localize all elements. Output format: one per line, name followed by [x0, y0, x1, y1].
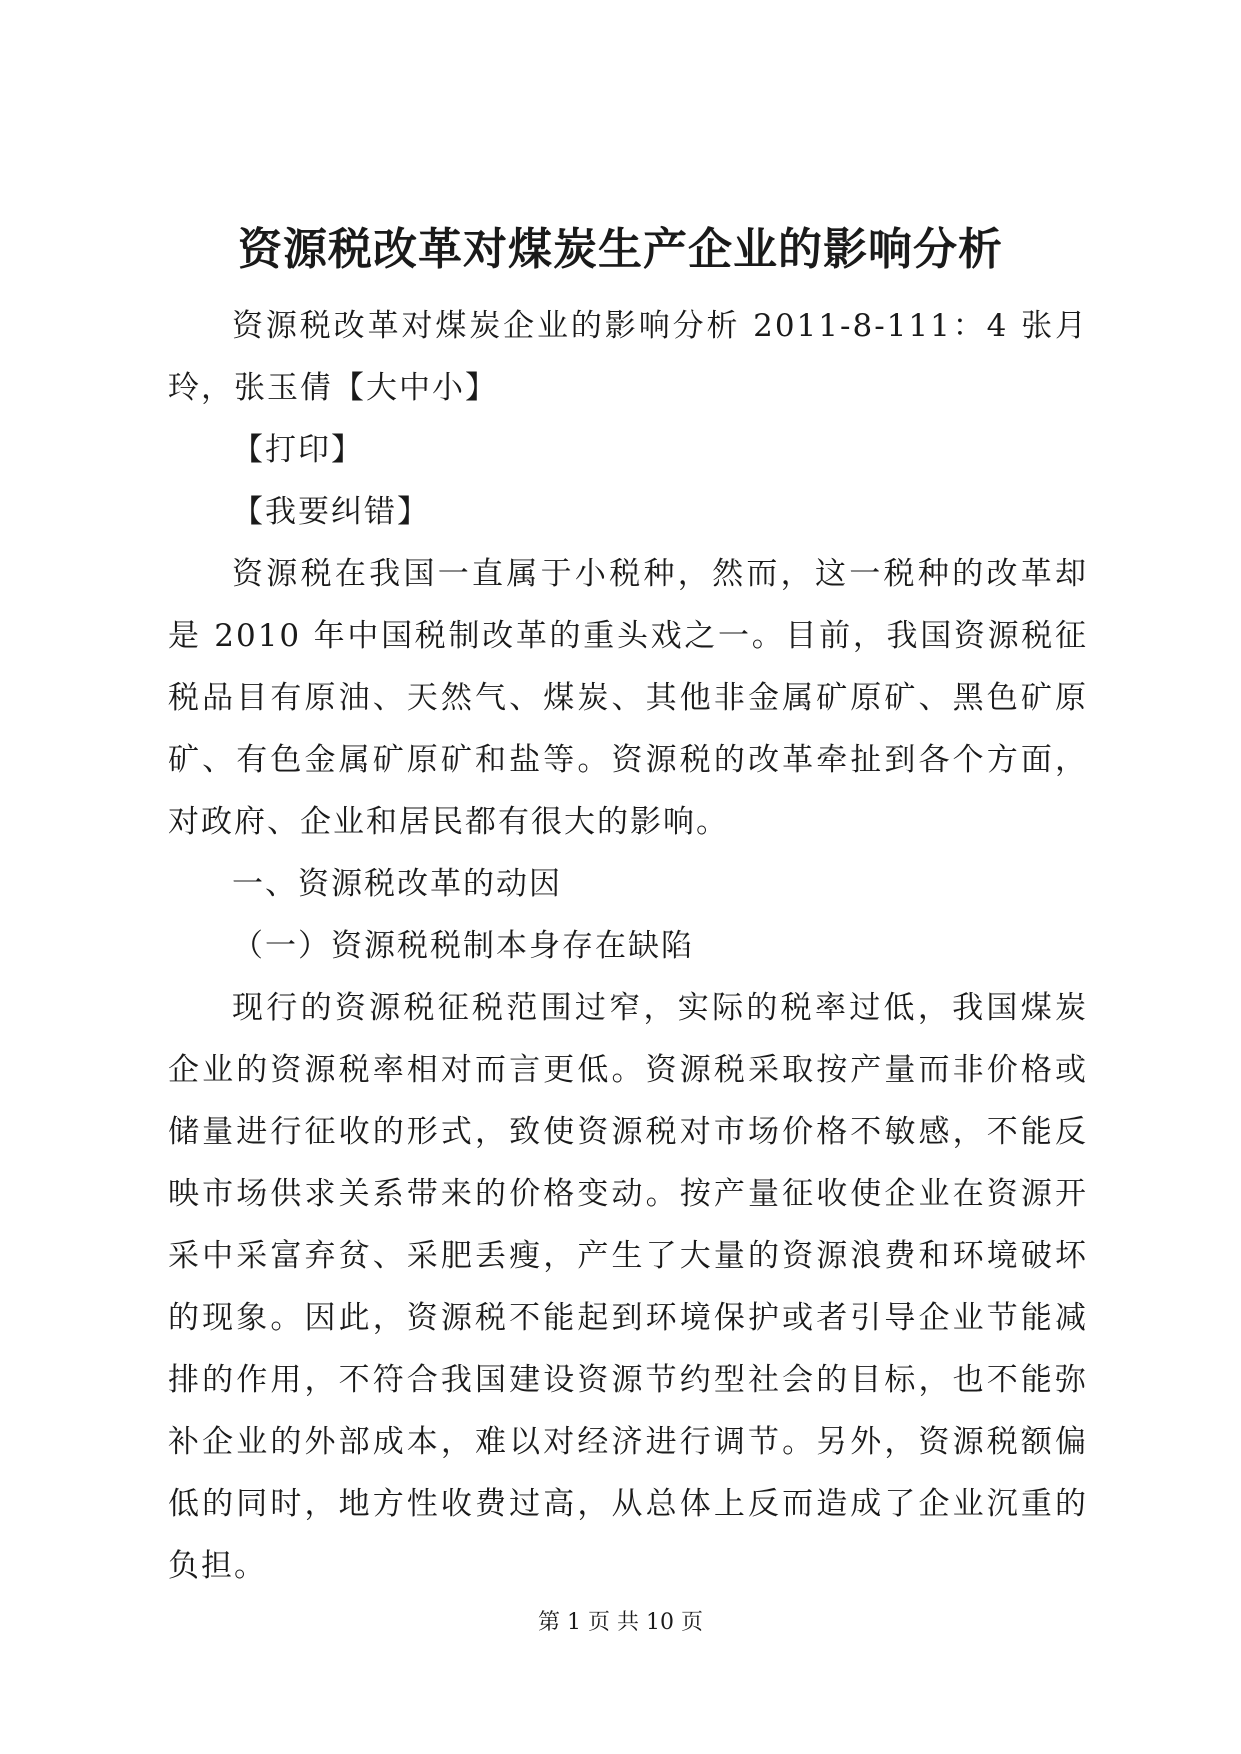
section-heading: 一、资源税改革的动因 [232, 866, 562, 902]
subsection-heading: （一）资源税税制本身存在缺陷 [232, 928, 694, 964]
document-title: 资源税改革对煤炭生产企业的影响分析 [238, 224, 1003, 275]
document-body [168, 295, 1088, 1597]
page-footer: 第 1 页 共 10 页 [538, 1610, 703, 1635]
intro-paragraph: 资源税在我国一直属于小税种，然而，这一税种的改革却是 2010 年中国税制改革的重头戏之一。目前，我国资源税征税品目有原油、天然气、煤炭、其他非金属矿原矿、黑色矿原矿、有色金属矿原矿和盐等。资源税的改革牵扯到各个方面，对政府、企业和居民都有很大的影响。 [168, 556, 1088, 840]
print-link[interactable]: 【打印】 [232, 432, 364, 468]
report-error-link[interactable]: 【我要纠错】 [232, 494, 430, 530]
byline-paragraph: 资源税改革对煤炭企业的影响分析 2011-8-111：4 张月玲，张玉倩【大中小】 [168, 308, 1088, 406]
body-paragraph: 现行的资源税征税范围过窄，实际的税率过低，我国煤炭企业的资源税率相对而言更低。资源税采取按产量而非价格或储量进行征收的形式，致使资源税对市场价格不敏感，不能反映市场供求关系带来的价格变动。按产量征收使企业在资源开采中采富弃贫、采肥丢瘦，产生了大量的资源浪费和环境破坏的现象。因此，资源税不能起到环境保护或者引导企业节能减排的作用，不符合我国建设资源节约型社会的目标，也不能弥补企业的外部成本，难以对经济进行调节。另外，资源税额偏低的同时，地方性收费过高，从总体上反而造成了企业沉重的负担。 [168, 990, 1088, 1584]
